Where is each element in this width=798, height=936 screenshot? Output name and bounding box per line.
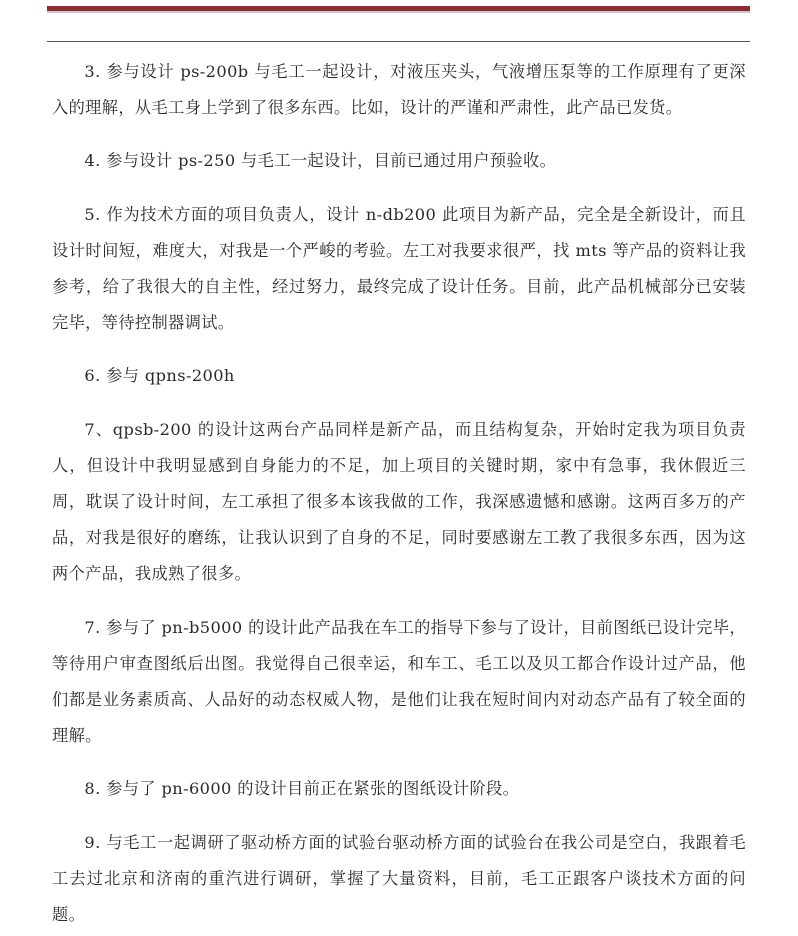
paragraph-item-5: 5. 作为技术方面的项目负责人，设计 n-db200 此项目为新产品，完全是全新设计，而且设计时间短，难度大，对我是一个严峻的考验。左工对我要求很严，找 mts 等产品的资料让我参考，给了我很大的自主性，经过努力，最终完成了设计任务。目前，此产品机械部分已安装完毕，等待控制器调试。 [52,204,746,333]
section-divider [47,41,750,42]
paragraph-item-9: 9. 与毛工一起调研了驱动桥方面的试验台驱动桥方面的试验台在我公司是空白，我跟着毛工去过北京和济南的重汽进行调研，掌握了大量资料，目前，毛工正跟客户谈技术方面的问题。 [52,832,746,925]
paragraph-item-7b: 7. 参与了 pn-b5000 的设计此产品我在车工的指导下参与了设计，目前图纸已设计完毕，等待用户审查图纸后出图。我觉得自己很幸运，和车工、毛工以及贝工都合作设计过产品，他们都是业务素质高、人品好的动态权威人物，是他们让我在短时间内对动态产品有了较全面的理解。 [52,617,746,746]
paragraph-item-3: 3. 参与设计 ps-200b 与毛工一起设计，对液压夹头，气液增压泵等的工作原理有了更深入的理解，从毛工身上学到了很多东西。比如，设计的严谨和严肃性，此产品已发货。 [52,62,746,118]
paragraph-item-6: 6. 参与 qpns-200h [84,366,235,386]
paragraph-item-4: 4. 参与设计 ps-250 与毛工一起设计，目前已通过用户预验收。 [84,151,557,171]
document-body [52,54,746,936]
paragraph-item-8: 8. 参与了 pn-6000 的设计目前正在紧张的图纸设计阶段。 [84,779,520,799]
header-rule-shadow [47,11,750,13]
paragraph-item-7a: 7、qpsb-200 的设计这两台产品同样是新产品，而且结构复杂，开始时定我为项目负责人，但设计中我明显感到自身能力的不足，加上项目的关键时期，家中有急事，我休假近三周，耽误了设计时间，左工承担了很多本该我做的工作，我深感遗憾和感谢。这两百多万的产品，对我是很好的磨练，让我认识到了自身的不足，同时要感谢左工教了我很多东西，因为这两个产品，我成熟了很多。 [52,419,746,584]
